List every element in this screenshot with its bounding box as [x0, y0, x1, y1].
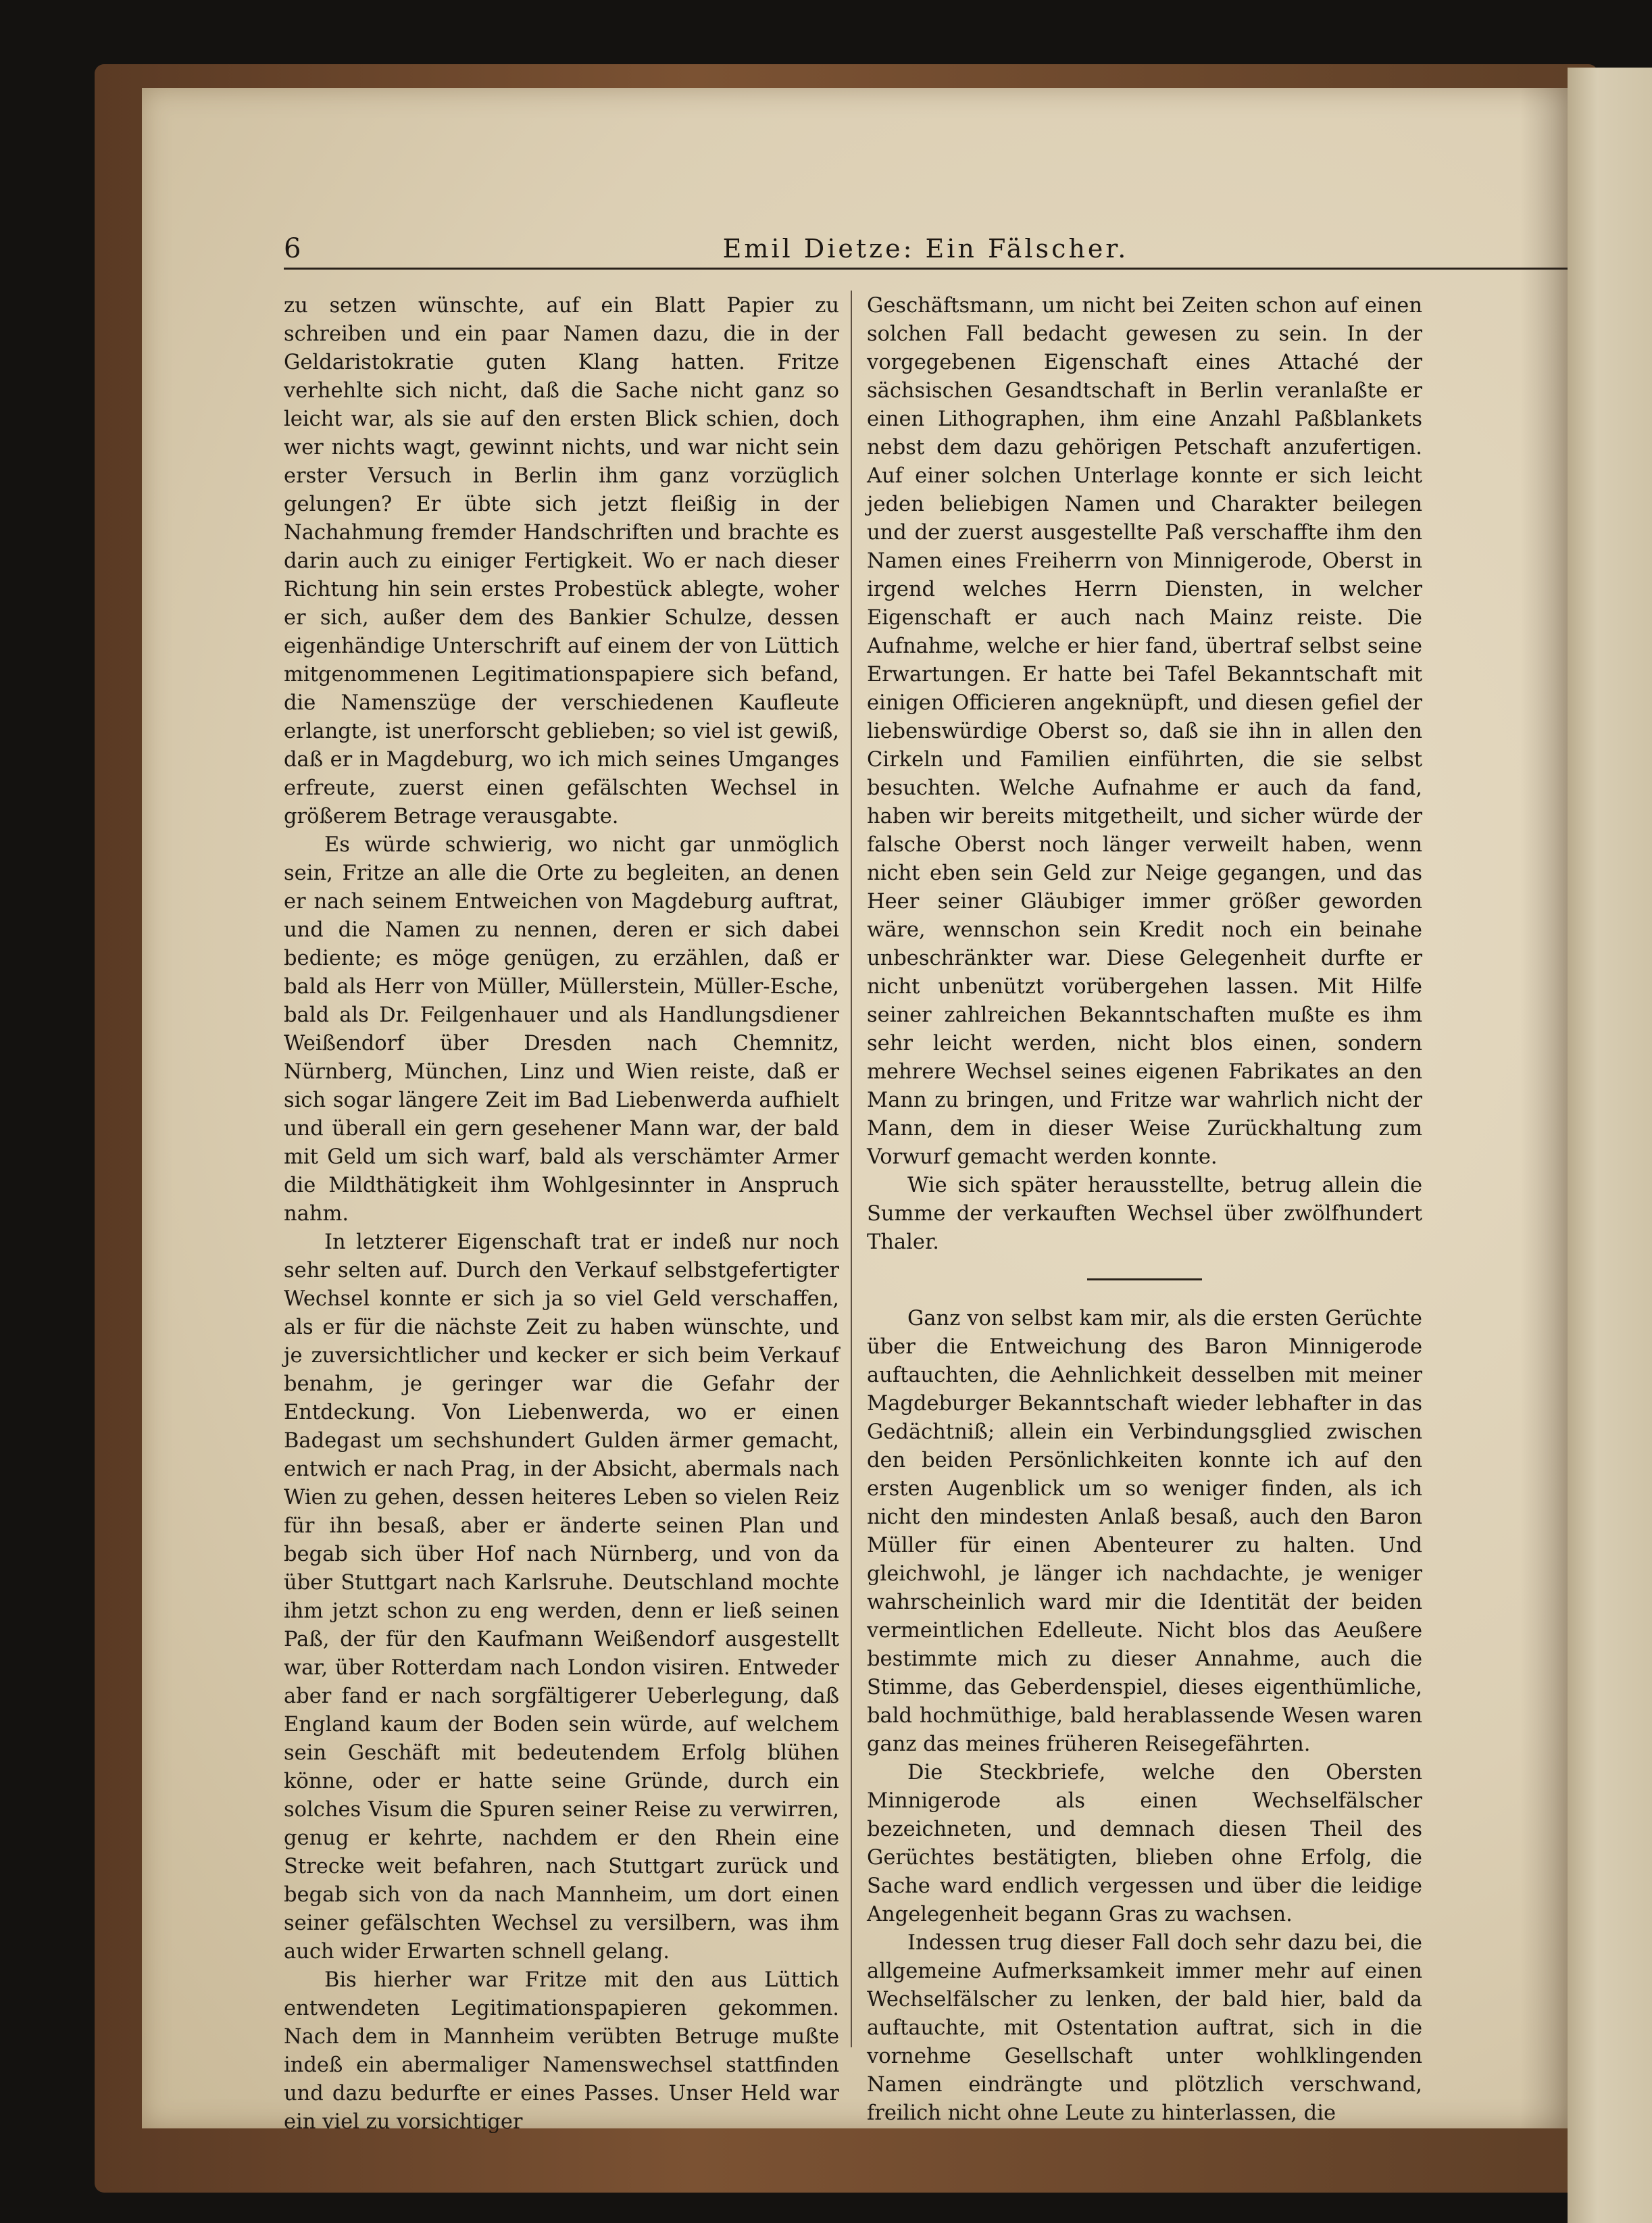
paragraph: Ganz von selbst kam mir, als die ersten Gerüchte über die Entweichung des Baron Minnigerode auftauchten, die Aehnlichkeit desselben mit meiner Magdeburger Bekanntschaft wieder lebhafter in das Gedächtniß; allein ein Verbindungsglied zwischen den beiden Persönlichkeiten konnte ich auf den ersten Augenblick um so weniger finden, als ich nicht den mindesten Anlaß besaß, auch den Baron Müller für einen Abenteurer zu halten. Und gleichwohl, je länger ich nachdachte, je weniger wahrscheinlich ward mir die Identität der beiden vermeintlichen Edelleute. Nicht blos das Aeußere bestimmte mich zu dieser Annahme, auch die Stimme, das Geberdenspiel, dieses eigenthümliche, bald hochmüthige, bald herablassende Wesen waren ganz das meines früheren Reisegefährten.	[867, 1307, 1422, 1756]
right-column	[867, 292, 1422, 2128]
paragraph: Bis hierher war Fritze mit den aus Lüttich entwendeten Legitimationspapieren gekommen. Nach dem in Mannheim verübten Betruge mußte indeß ein abermaliger Namenswechsel stattfinden und dazu bedurfte er eines Passes. Unser Held war ein viel zu vorsichtiger	[284, 1968, 839, 2134]
paragraph: Geschäftsmann, um nicht bei Zeiten schon auf einen solchen Fall bedacht gewesen zu sein. In der vorgegebenen Eigenschaft eines Attaché der sächsischen Gesandtschaft in Berlin veranlaßte er einen Lithographen, ihm eine Anzahl Paßblankets nebst dem dazu gehörigen Petschaft anzufertigen. Auf einer solchen Unterlage konnte er sich leicht jeden beliebigen Namen und Charakter beilegen und der zuerst ausgestellte Paß verschaffte ihm den Namen eines Freiherrn von Minnigerode, Oberst in irgend welches Herrn Diensten, in welcher Eigenschaft er auch nach Mainz reiste. Die Aufnahme, welche er hier fand, übertraf selbst seine Erwartungen. Er hatte bei Tafel Bekanntschaft mit einigen Officieren angeknüpft, und diesen gefiel der liebenswürdige Oberst so, daß sie ihn in allen den Cirkeln und Familien einführten, die sie selbst besuchten. Welche Aufnahme er auch da fand, haben wir bereits mitgetheilt, und sicher würde der falsche Oberst noch länger verweilt haben, wenn nicht eben sein Geld zur Neige gegangen, und das Heer seiner Gläubiger immer größer geworden wäre, wennschon sein Kredit noch ein beinahe unbeschränkter war. Diese Gelegenheit durfte er nicht unbenützt vorübergehen lassen. Mit Hilfe seiner zahlreichen Bekanntschaften mußte es ihm sehr leicht werden, nicht blos einen, sondern mehrere Wechsel seines eigenen Fabrikates an den Mann zu bringen, und Fritze war wahrlich nicht der Mann, dem in dieser Weise Zurückhaltung zum Vorwurf gemacht werden konnte.	[867, 294, 1422, 1169]
paragraph: In letzterer Eigenschaft trat er indeß nur noch sehr selten auf. Durch den Verkauf selbstgefertigter Wechsel konnte er sich ja so viel Geld verschaffen, als er für die nächste Zeit zu haben wünschte, und je zuversichtlicher und kecker er sich beim Verkauf benahm, je geringer war die Gefahr der Entdeckung. Von Liebenwerda, wo er einen Badegast um sechshundert Gulden ärmer gemacht, entwich er nach Prag, in der Absicht, abermals nach Wien zu gehen, dessen heiteres Leben so vielen Reiz für ihn besaß, aber er änderte seinen Plan und begab sich über Hof nach Nürnberg, und von da über Stuttgart nach Karlsruhe. Deutschland mochte ihm jetzt schon zu eng werden, denn er ließ seinen Paß, der für den Kaufmann Weißendorf ausgestellt war, über Rotterdam nach London visiren. Entweder aber fand er nach sorgfältigerer Ueberlegung, daß England kaum der Boden sein würde, auf welchem sein Geschäft mit bedeutendem Erfolg blühen könne, oder er hatte seine Gründe, durch ein solches Visum die Spuren seiner Reise zu verwirren, genug er kehrte, nachdem er den Rhein eine Strecke weit befahren, nach Stuttgart zurück und begab sich von da nach Mannheim, um dort einen seiner gefälschten Wechsel zu versilbern, was ihm auch wider Erwarten schnell gelang.	[284, 1230, 839, 1964]
running-head: Emil Dietze: Ein Fälscher.	[722, 234, 1129, 264]
section-divider	[1087, 1278, 1202, 1280]
gutter-shadow	[1520, 88, 1568, 2128]
paragraph: zu setzen wünschte, auf ein Blatt Papier zu schreiben und ein paar Namen dazu, die in der Geldaristokratie guten Klang hatten. Fritze verhehlte sich nicht, daß die Sache nicht ganz so leicht war, als sie auf den ersten Blick schien, doch wer nichts wagt, gewinnt nichts, und war nicht sein erster Versuch in Berlin ihm ganz vorzüglich gelungen? Er übte sich jetzt fleißig in der Nachahmung fremder Handschriften und brachte es darin auch zu einiger Fertigkeit. Wo er nach dieser Richtung hin sein erstes Probestück ablegte, woher er sich, außer dem des Bankier Schulze, dessen eigenhändige Unterschrift auf einem der von Lüttich mitgenommenen Legitimationspapiere sich befand, die Namenszüge der verschiedenen Kaufleute erlangte, ist unerforscht geblieben; so viel ist gewiß, daß er in Magdeburg, wo ich mich seines Umganges erfreute, zuerst einen gefälschten Wechsel in größerem Betrage verausgabte.	[284, 294, 839, 828]
left-column	[284, 292, 839, 2137]
paragraph: Wie sich später herausstellte, betrug allein die Summe der verkauften Wechsel über zwölfhundert Thaler.	[867, 1174, 1422, 1254]
paragraph: Die Steckbriefe, welche den Obersten Minnigerode als einen Wechselfälscher bezeichneten, und demnach diesen Theil des Gerüchtes bestätigten, blieben ohne Erfolg, die Sache ward endlich vergessen und über die leidige Angelegenheit begann Gras zu wachsen.	[867, 1761, 1422, 1926]
column-divider	[851, 291, 852, 2047]
page-header	[284, 230, 1568, 270]
book-page	[142, 88, 1568, 2134]
page-number: 6	[284, 233, 301, 264]
paragraph: Indessen trug dieser Fall doch sehr dazu bei, die allgemeine Aufmerksamkeit immer mehr auf einen Wechselfälscher zu lenken, der bald hier, bald da auftauchte, mit Ostentation auftrat, sich in die vornehme Gesellschaft unter wohlklingenden Namen eindrängte und plötzlich verschwand, freilich nicht ohne Leute zu hinterlassen, die	[867, 1931, 1422, 2125]
paragraph: Es würde schwierig, wo nicht gar unmöglich sein, Fritze an alle die Orte zu begleiten, an denen er nach seinem Entweichen von Magdeburg auftrat, und die Namen zu nennen, deren er sich dabei bediente; es möge genügen, zu erzählen, daß er bald als Herr von Müller, Müllerstein, Müller-Esche, bald als Dr. Feilgenhauer und als Handlungsdiener Weißendorf über Dresden nach Chemnitz, Nürnberg, München, Linz und Wien reiste, daß er sich sogar längere Zeit im Bad Liebenwerda aufhielt und überall ein gern gesehener Mann war, der bald mit Geld um sich warf, bald als verschämter Armer die Mildthätigkeit ihm Wohlgesinnter in Anspruch nahm.	[284, 833, 839, 1226]
page-edges	[1568, 68, 1652, 2223]
